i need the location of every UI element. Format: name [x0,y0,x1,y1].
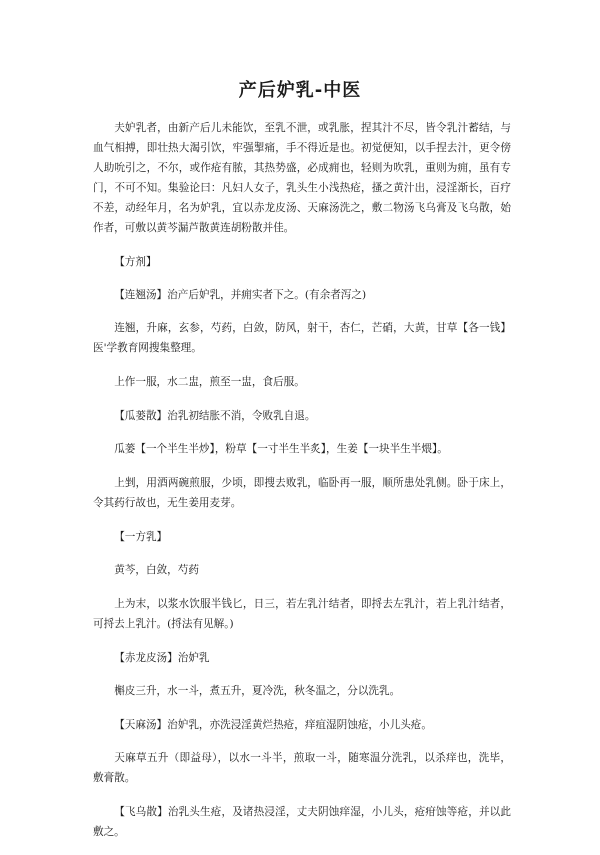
section-heading: 【方剂】 [114,256,157,268]
formula-heading: 【天麻汤】治妒乳，亦洗浸淫黄烂热疮，痒疽湿阴蚀疮，小儿头疮。 [114,719,432,731]
paragraph: 天麻草五升（即益母），以水一斗半，煎取一斗，随寒温分洗乳，以杀痒也，洗毕，敷膏散。 [93,752,511,784]
paragraph: 黄芩，白敛，芍药 [114,564,199,576]
document-title: 产后妒乳-中医 [238,80,362,101]
formula-heading: 【赤龙皮汤】治妒乳 [114,652,210,664]
paragraph: 连翘，升麻，玄参，芍药，白敛，防风，射干，杏仁，芒硝，大黄，甘草【各一钱】医'学教育网搜集整理。 [93,322,511,354]
formula-heading: 【瓜蒌散】治乳初结胀不消，令败乳自退。 [114,410,316,422]
formula-heading: 【连翘汤】治产后妒乳，并痈实者下之。(有余者泻之) [114,289,367,301]
paragraph: 上为末，以浆水饮服半钱匕，日三，若左乳汁结者，即捋去左乳汁，若上乳汁结者，可捋去上乳汁。(捋法有见解。) [93,598,511,630]
paragraph: 上作一服，水二盅，煎至一盅，食后服。 [114,376,305,388]
formula-heading: 【一方乳】 [114,531,168,543]
paragraph: 瓜蒌【一个半生半炒】，粉草【一寸半生半炙】，生姜【一块半生半煨】。 [114,443,448,455]
paragraph: 槲皮三升，水一斗，煮五升，夏冷洗，秋冬温之，分以洗乳。 [114,685,401,697]
paragraph: 上剉，用酒两碗煎服，少顷，即搜去败乳，临卧再一服，顺所患处乳侧。卧于床上，令其药行故也，无生姜用麦芽。 [93,477,511,509]
paragraph: 夫妒乳者，由新产后儿未能饮，至乳不泄，或乳胀，捏其汁不尽，皆令乳汁蓄结，与血气相搏，即壮热大渴引饮，牢强掣痛，手不得近是也。初觉便知，以手捏去汁，更令傍人助吮引之，不尔，或作疮有脓，其热势盛，必成痈也，轻则为吹乳，重则为痈，虽有专门，不可不知。集验论曰：凡妇人女子，乳头生小浅热疮，搔之黄汁出，浸淫渐长，百疗不差，动经年月，名为妒乳，宜以赤龙皮汤、天麻汤洗之，敷二物汤飞乌膏及飞乌散，始作者，可敷以黄芩漏芦散黄连胡粉散并佳。 [93,122,511,234]
formula-heading: 【飞乌散】治乳头生疮，及诸热浸淫，丈夫阴蚀痒湿，小儿头，疮疳蚀等疮，并以此敷之。 [93,806,511,838]
document-body [93,118,511,855]
